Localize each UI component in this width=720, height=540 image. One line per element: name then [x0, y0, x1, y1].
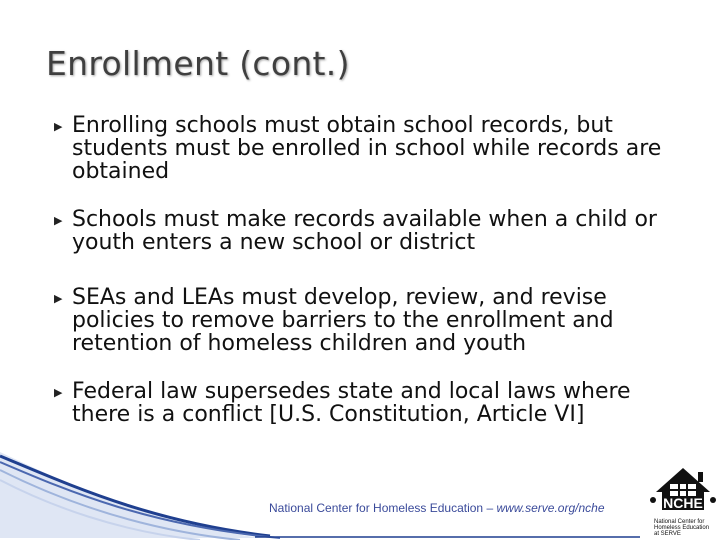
logo-wordmark: NCHE [663, 495, 703, 511]
triangle-right-icon: ▶ [54, 386, 63, 399]
bullet-item [54, 380, 682, 426]
triangle-right-icon: ▶ [54, 120, 63, 133]
logo-subtext: National Center for Homeless Education at SERVE [654, 519, 710, 537]
bullet-text: Federal law supersedes state and local laws where there is a conflict [U.S. Constitution, Article VI] [72, 379, 631, 427]
bullet-text: SEAs and LEAs must develop, review, and revise policies to remove barriers to the enrollment and retention of homeless children and youth [72, 285, 614, 356]
triangle-right-icon: ▶ [54, 292, 63, 305]
bullet-item [54, 208, 682, 254]
footer-text [269, 501, 605, 515]
bullet-item [54, 114, 682, 183]
footer-url[interactable]: www.serve.org/nche [496, 501, 605, 515]
nche-logo [648, 462, 718, 520]
triangle-right-icon: ▶ [54, 214, 63, 227]
bullet-item [54, 286, 682, 355]
slide-title: Enrollment (cont.) [46, 44, 350, 83]
bullet-text: Enrolling schools must obtain school records, but students must be enrolled in school while records are obtained [72, 113, 662, 184]
footer-swoosh [0, 440, 720, 540]
bullet-text: Schools must make records available when a child or youth enters a new school or district [72, 207, 657, 255]
footer-org: National Center for Homeless Education – [269, 501, 497, 515]
